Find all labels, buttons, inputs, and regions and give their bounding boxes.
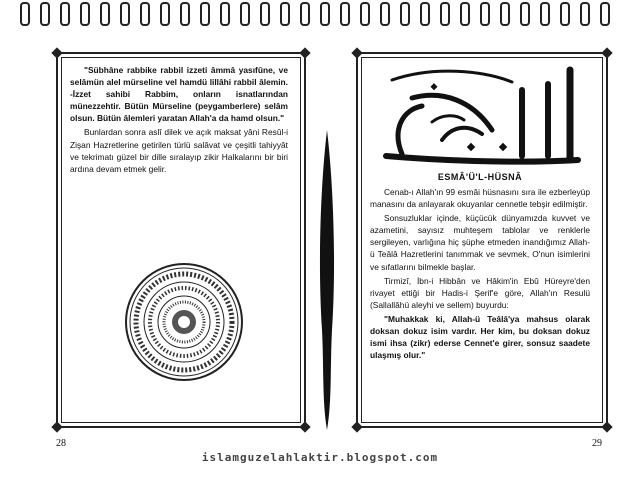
spiral-ring-icon xyxy=(340,2,350,26)
spiral-ring-icon xyxy=(400,2,410,26)
section-heading: ESMÂ'Ü'L-HÜSNÂ xyxy=(437,172,523,182)
right-paragraph-2: Sonsuzluklar içinde, küçücük dünyamızda kuvvet ve azametini, sayısız muhteşem tablolar ve renklerle sergileyen, varlığına hiç şüphe etmeden inandığımız Allah-ü Teâlâ Hazretlerini tanımmak ve sevmek, O'nun isimlerini ve sıfatlarını bilmekle başlar. xyxy=(370,213,590,272)
spiral-ring-icon xyxy=(420,2,430,26)
left-page-number: 28 xyxy=(56,438,66,449)
spiral-ring-icon xyxy=(200,2,210,26)
footer-watermark: islamguzelahlaktir.blogspot.com xyxy=(201,451,439,464)
right-quote: "Muhakkak ki, Allah-ü Teâlâ'ya mahsus olarak doksan dokuz isim vardır. Her kim, bu doksan dokuz ismi ihsa (zikr) ederse Cennet'e girer, sonsuz saadete ulaşmış olur." xyxy=(370,313,590,361)
left-paragraph: Bunlardan sonra aslî dilek ve açık maksat yâni Resûl-i Zişan Hazretlerine getirilen türlü salâvat ve çeşitli tahiyyât ve tekrimatı güzel bir dille sıralayıp zikir Halkalarını bir biri ardına devam etmek gelir. xyxy=(70,127,288,174)
spiral-ring-icon xyxy=(560,2,570,26)
spiral-ring-icon xyxy=(100,2,110,26)
right-paragraph-1: Cenab-ı Allah'ın 99 esmâi hüsnasını sıra ile ezberleyüp manasını da anlayarak okuyanlar cennetle tebşir edilmiştir. xyxy=(370,187,590,210)
spiral-ring-icon xyxy=(140,2,150,26)
spiral-ring-icon xyxy=(600,2,610,26)
spiral-ring-icon xyxy=(80,2,90,26)
spiral-ring-icon xyxy=(160,2,170,26)
ornamental-rosette-icon xyxy=(124,262,244,382)
spiral-ring-icon xyxy=(540,2,550,26)
right-page-number: 29 xyxy=(592,438,602,449)
calligraphy-icon xyxy=(372,60,588,168)
spiral-ring-icon xyxy=(320,2,330,26)
spiral-ring-icon xyxy=(180,2,190,26)
spiral-ring-icon xyxy=(280,2,290,26)
spiral-ring-icon xyxy=(440,2,450,26)
spiral-ring-icon xyxy=(60,2,70,26)
spiral-ring-icon xyxy=(500,2,510,26)
right-paragraph-3: Tirmizî, İbn-i Hibbân ve Hâkim'in Ebû Hüreyre'den rivayet ettiği bir Hadis-i Şerif'e göre, Allah'ın Resulü (Sallallâhü aleyhi ve sellem) buyurdu: xyxy=(370,275,590,310)
spiral-binding xyxy=(20,2,620,26)
left-page-text xyxy=(70,64,288,177)
left-quote: "Sübhâne rabbike rabbil izzeti âmmâ yasıfûne, ve selâmün alel mürseline vel hamdü lillâhi rabbil âlemin. -İzzet sahibi Rabbim, onların isnatlarından münezzehtir. Bütün Mürseline (peygamberlere) selâm olsun. Bütün âlemleri yaratan Allah'a da hamd olsun." xyxy=(70,65,288,124)
spiral-ring-icon xyxy=(240,2,250,26)
spiral-ring-icon xyxy=(580,2,590,26)
spiral-ring-icon xyxy=(40,2,50,26)
spiral-ring-icon xyxy=(380,2,390,26)
spiral-ring-icon xyxy=(520,2,530,26)
spiral-ring-icon xyxy=(480,2,490,26)
spiral-ring-icon xyxy=(360,2,370,26)
spiral-ring-icon xyxy=(120,2,130,26)
gutter-shadow xyxy=(316,130,338,430)
spiral-ring-icon xyxy=(20,2,30,26)
spiral-ring-icon xyxy=(260,2,270,26)
spiral-ring-icon xyxy=(300,2,310,26)
spiral-ring-icon xyxy=(220,2,230,26)
spiral-ring-icon xyxy=(460,2,470,26)
right-page-text xyxy=(370,186,590,363)
